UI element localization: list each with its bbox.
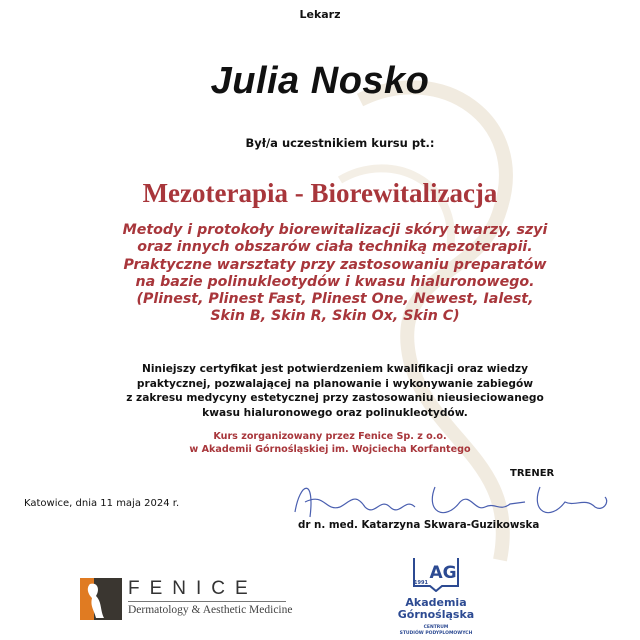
- fenice-divider: [128, 601, 286, 602]
- statement-line: kwasu hialuronowego oraz polinukleotydów.: [202, 406, 468, 419]
- akademia-sub-line: STUDIÓW PODYPLOMOWYCH: [399, 631, 473, 636]
- description-line: na bazie polinukleotydów i kwasu hialuronowego.: [135, 273, 535, 290]
- akademia-name-line: Górnośląska: [397, 608, 475, 621]
- trainer-label: TRENER: [510, 468, 555, 479]
- trainer-name: dr n. med. Katarzyna Skwara-Guzikowska: [298, 519, 540, 531]
- statement-line: praktycznej, pozwalającej na planowanie i wykonywanie zabiegów: [136, 377, 534, 390]
- fenice-tagline: Dermatology & Aesthetic Medicine: [128, 604, 293, 616]
- course-title: Mezoterapia - Biorewitalizacja: [142, 178, 498, 208]
- description-line: Praktyczne warsztaty przy zastosowaniu preparatów: [123, 256, 547, 273]
- akademia-sub-line: CENTRUM: [423, 625, 449, 630]
- organizer-line: w Akademii Górnośląskiej im. Wojciecha Korfantego: [189, 444, 471, 455]
- akademia-gornoslaska-logo-icon: [412, 558, 460, 592]
- organizer-info: [0, 430, 640, 456]
- intro-text: Był/a uczestnikiem kursu pt.:: [245, 136, 435, 150]
- description-line: (Plinest, Plinest Fast, Plinest One, Newest, Ialest,: [136, 291, 534, 308]
- statement-line: z zakresu medycyny estetycznej przy zastosowaniu nieusieciowanego: [126, 392, 544, 404]
- description-line: Metody i protokoły biorewitalizacji skóry twarzy, szyi: [122, 222, 548, 238]
- recipient-name: Julia Nosko: [210, 60, 430, 102]
- description-line: oraz innych obszarów ciała techniką mezoterapii.: [137, 239, 533, 256]
- akademia-year: 1991: [414, 580, 428, 586]
- statement-line: Niniejszy certyfikat jest potwierdzeniem kwalifikacji oraz wiedzy: [142, 363, 528, 375]
- description-line: Skin B, Skin R, Skin Ox, Skin C): [210, 308, 460, 325]
- role-label: Lekarz: [299, 8, 341, 21]
- place-date: Katowice, dnia 11 maja 2024 r.: [24, 498, 180, 509]
- fenice-wordmark: FENICE: [128, 578, 258, 599]
- fenice-logo-icon: [80, 578, 122, 620]
- certificate-statement: [0, 362, 640, 420]
- akademia-initials: AG: [429, 563, 457, 583]
- akademia-subtitle: [376, 625, 496, 637]
- organizer-line: Kurs zorganizowany przez Fenice Sp. z o.o.: [213, 431, 447, 442]
- akademia-name: [376, 597, 496, 621]
- course-description: [0, 222, 640, 326]
- akademia-name-line: Akademia: [405, 596, 467, 609]
